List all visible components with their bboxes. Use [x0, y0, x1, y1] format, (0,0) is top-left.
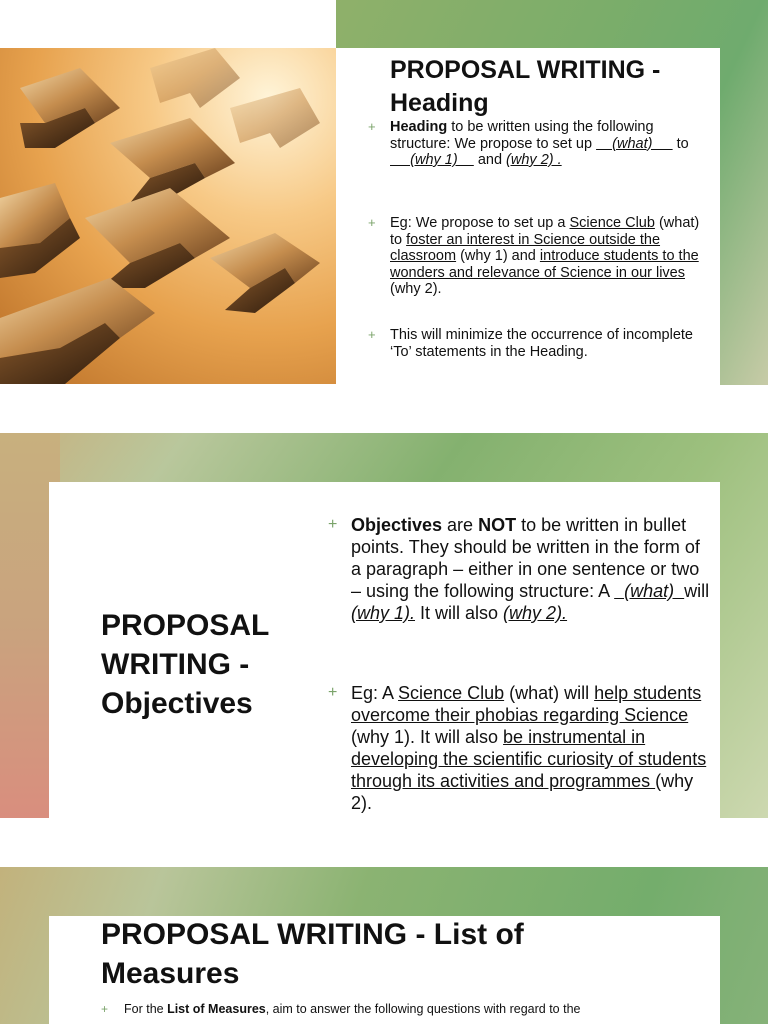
slide-title: PROPOSAL WRITING - Objectives: [101, 609, 269, 720]
bullet-heading-example: + Eg: We propose to set up a Science Club (what) to foster an interest in Science outside the classroom (why 1) and introduce students to the wonders and relevance of Science in our lives (why 2).: [368, 215, 700, 297]
arrows-illustration: [0, 48, 336, 384]
slide-heading: [0, 0, 768, 385]
plus-bullet-icon: +: [368, 119, 376, 134]
plus-bullet-icon: +: [368, 327, 376, 342]
bullet-measures-intro: + For the List of Measures, aim to answer the following questions with regard to the: [101, 1002, 581, 1016]
plus-bullet-icon: +: [328, 684, 338, 701]
slide-title: PROPOSAL WRITING - Heading: [390, 56, 661, 117]
plus-bullet-icon: +: [328, 516, 338, 533]
arrows-photo: [0, 48, 336, 384]
bullet-heading-note: + This will minimize the occurrence of incomplete ‘To’ statements in the Heading.: [368, 327, 693, 360]
bullet-objectives-example: + Eg: A Science Club (what) will help students overcome their phobias regarding Science (why 1). It will also be instrumental in developing the scientific curiosity of students through its activities and programmes (why 2).: [328, 683, 707, 813]
plus-bullet-icon: +: [368, 215, 376, 230]
slide-list-of-measures: [0, 867, 768, 1024]
slide-objectives: [0, 433, 768, 818]
slide-title: PROPOSAL WRITING - List of Measures: [101, 918, 524, 990]
bullet-objectives-rule: + Objectives are NOT to be written in bullet points. They should be written in the form of a paragraph – either in one sentence or two – using the following structure: A (what) will (why 1). It will also (why 2).: [328, 515, 710, 623]
bullet-heading-structure: + Heading to be written using the following structure: We propose to set up (what) to (why 1) and (why 2) .: [368, 119, 689, 168]
plus-bullet-icon: +: [101, 1002, 109, 1016]
